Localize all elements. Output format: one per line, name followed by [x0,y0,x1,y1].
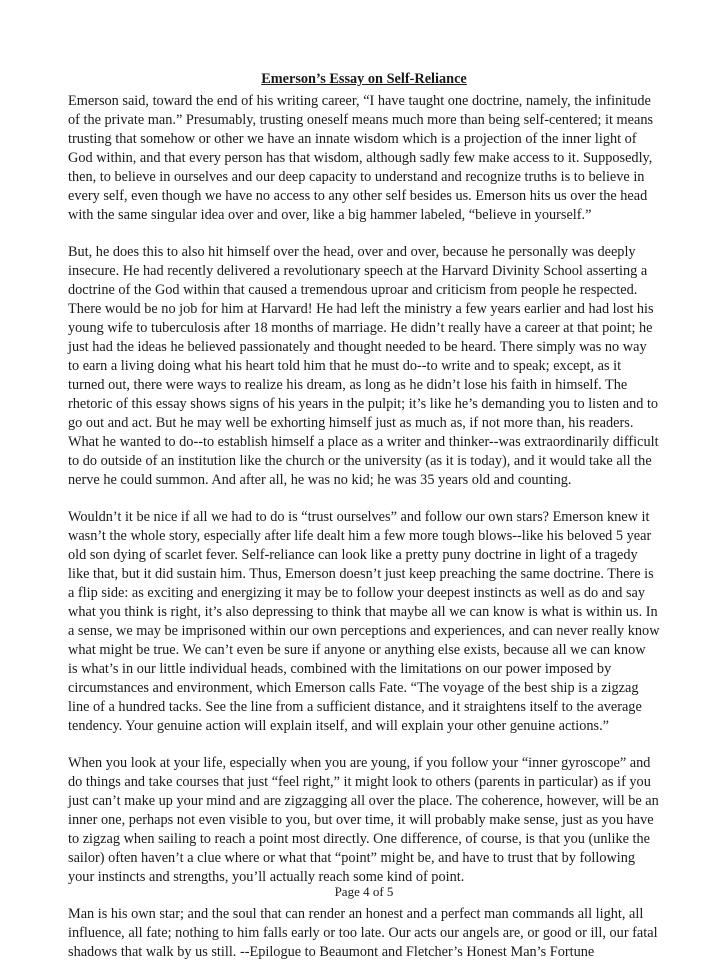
text-line: old son dying of scarlet fever. Self-reliance can look like a pretty puny doctrine in light of a tragedy [68,547,638,563]
text-line: rhetoric of this essay shows signs of his years in the pulpit; it’s like he’s demanding you to listen and to [68,396,659,412]
text-line: your instincts and strengths, you’ll actually reach some kind of point. [68,869,465,885]
text-line: a sense, we may be imprisoned within our own perceptions and experiences, and can never really know [68,623,660,639]
text-line: what you think is right, it’s also depressing to think that maybe all we can know is what is within us. In [68,604,658,620]
text-line: But, he does this to also hit himself over the head, over and over, because he personally was deeply [68,244,636,260]
text-line: shadows that walk by us still. --Epilogue to Beaumont and Fletcher’s Honest Man’s Fortune [68,944,595,960]
paragraph-2 [68,243,666,490]
text-line: sailor) often haven’t a clue where or what that “point” might be, and have to trust that by following [68,850,636,866]
text-line: to earn a living doing what his heart told him that he must do--to write and to speak; except, as it [68,358,622,374]
text-line: turned out, there were ways to realize his dream, as long as he didn’t lose his faith in himself. The [68,377,628,393]
text-line: circumstances and environment, which Emerson calls Fate. “The voyage of the best ship is a zigzag [68,680,639,696]
text-line: There would be no job for him at Harvard! He had left the ministry a few years earlier and had lost his [68,301,654,317]
text-line: influence, all fate; nothing to him falls early or too late. Our acts our angels are, or good or ill, our fatal [68,925,658,941]
text-line: insecure. He had recently delivered a revolutionary speech at the Harvard Divinity School asserting a [68,263,648,279]
text-line: What he wanted to do--to establish himself a place as a writer and thinker--was extraordinarily difficult [68,434,659,450]
text-line: to zigzag when sailing to reach a point most directly. One difference, of course, is that you (unlike the [68,831,651,847]
text-line: like that, but it did sustain him. Thus, Emerson doesn’t just keep preaching the same doctrine. There is [68,566,654,582]
text-line: God within, and that every person has that wisdom, although sadly few make access to it. Supposedly, [68,150,653,166]
text-line: a flip side: as exciting and energizing it may be to follow your deepest instincts as well as do and say [68,585,646,601]
document-body [68,92,666,980]
paragraph-4 [68,754,666,887]
text-line: nerve he could summon. And after all, he was no kid; he was 35 years old and counting. [68,472,572,488]
text-line: of the private man.” Presumably, trusting oneself means much more than being self-centered; it means [68,112,654,128]
text-line: do things and take courses that just “feel right,” it might look to others (parents in particular) as if you [68,774,651,790]
text-line: to do outside of an institution like the church or the university (as it is today), and it would take all the [68,453,652,469]
text-line: tendency. Your genuine action will explain itself, and will explain your other genuine actions.” [68,718,610,734]
text-line: inner one, perhaps not even visible to you, but over time, it will probably make sense, just as you have [68,812,654,828]
text-line: with the same singular idea over and over, like a big hammer labeled, “believe in yourself.” [68,207,592,223]
paragraph-1 [68,92,666,225]
text-line: line of a hundred tacks. See the line from a sufficient distance, and it straightens itself to the average [68,699,642,715]
text-line: Wouldn’t it be nice if all we had to do is “trust ourselves” and follow our own stars? Emerson knew it [68,509,650,525]
text-line: Man is his own star; and the soul that can render an honest and a perfect man commands all light, all [68,906,644,922]
text-line: is what’s in our little individual heads, combined with the limitations on our power imposed by [68,661,612,677]
text-line: trusting that somehow or other we have an innate wisdom which is a projection of the inner light of [68,131,637,147]
text-line: When you look at your life, especially when you are young, if you follow your “inner gyroscope” and [68,755,651,771]
paragraph-3 [68,508,666,736]
text-line: doctrine of the God within that caused a tremendous uproar and criticism from people he respected. [68,282,638,298]
page-number: Page 4 of 5 [334,884,394,899]
text-line: every self, even though we have no access to any other self besides us. Emerson hits us over the head [68,188,648,204]
text-line: what might be true. We can’t even be sure if anyone or anything else exists, because all we can know [68,642,646,658]
text-line: just had the ideas he believed passionately and thought needed to be heard. There simply was no way [68,339,647,355]
document-title: Emerson’s Essay on Self-Reliance [261,71,467,87]
text-line: wasn’t the whole story, especially after life dealt him a few more tough blows--like his beloved 5 year [68,528,652,544]
text-line: Emerson said, toward the end of his writing career, “I have taught one doctrine, namely, the infinitude [68,93,651,109]
paragraph-5-epigraph [68,905,666,962]
text-line: then, to believe in ourselves and our deep capacity to understand and recognize truths is to believe in [68,169,645,185]
text-line: just can’t make up your mind and are zigzagging all over the place. The coherence, however, will be an [68,793,659,809]
text-line: young wife to tuberculosis after 18 months of marriage. He didn’t really have a career at that point; he [68,320,653,336]
text-line: go out and act. But he may well be exhorting himself just as much as, if not more than, his readers. [68,415,634,431]
